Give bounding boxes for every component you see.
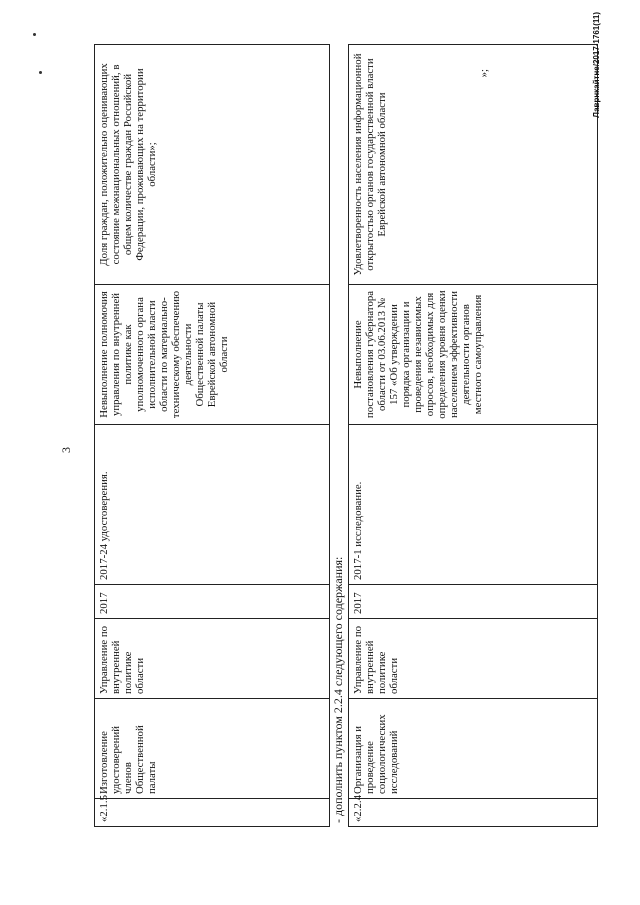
program-table-first-row <box>94 44 330 827</box>
item-number: «2.1.5 <box>95 799 330 827</box>
indicator: Удовлетворенность населения информационной открытостью органов государственной власти Еврейской автономной области <box>352 53 388 276</box>
executor: Управление по внутренней политике области <box>349 619 598 699</box>
activity-name: Организация и проведение социологических исследований <box>349 699 598 799</box>
closing-quote: »; <box>478 69 490 78</box>
instruction-text: - дополнить пунктом 2.2.4 следующего содержания: <box>331 556 345 823</box>
activity-name: Изготовление удостоверений членов Общественной палаты <box>95 699 330 799</box>
year: 2017 <box>95 585 330 619</box>
executor: Управление по внутренней политике области <box>95 619 330 699</box>
year: 2017 <box>349 585 598 619</box>
consequences: Невыполнение постановления губернатора области от 03.06.2013 № 157 «Об утверждении порядка организации и проведения независимых опросов, необходимых для определения уровня оценки населением эффективности деятельности органов местного самоуправления <box>349 285 598 425</box>
expected-result: 2017-1 исследование. <box>349 425 598 585</box>
indicator: Доля граждан, положительно оценивающих состояние межнациональных отношений, в общем количестве граждан Российской Федерации, проживающих на территории области»; <box>95 45 330 285</box>
table-row <box>95 45 330 827</box>
consequences: Невыполнение полномочия управления по внутренней политике как уполномоченного органа исполнительной власти области по материально-техническому обеспечению деятельности Общественной палаты Еврейской автономной области <box>95 285 330 425</box>
page-number: 3 <box>59 447 73 453</box>
program-table-second-row <box>348 44 598 827</box>
indicator-cell <box>349 45 598 285</box>
expected-result: 2017-24 удостоверения. <box>95 425 330 585</box>
footer-code: Лаврнкайтне/2017-1761(11) <box>592 12 601 118</box>
table-row <box>349 45 598 827</box>
item-number: «2.2.4 <box>349 799 598 827</box>
